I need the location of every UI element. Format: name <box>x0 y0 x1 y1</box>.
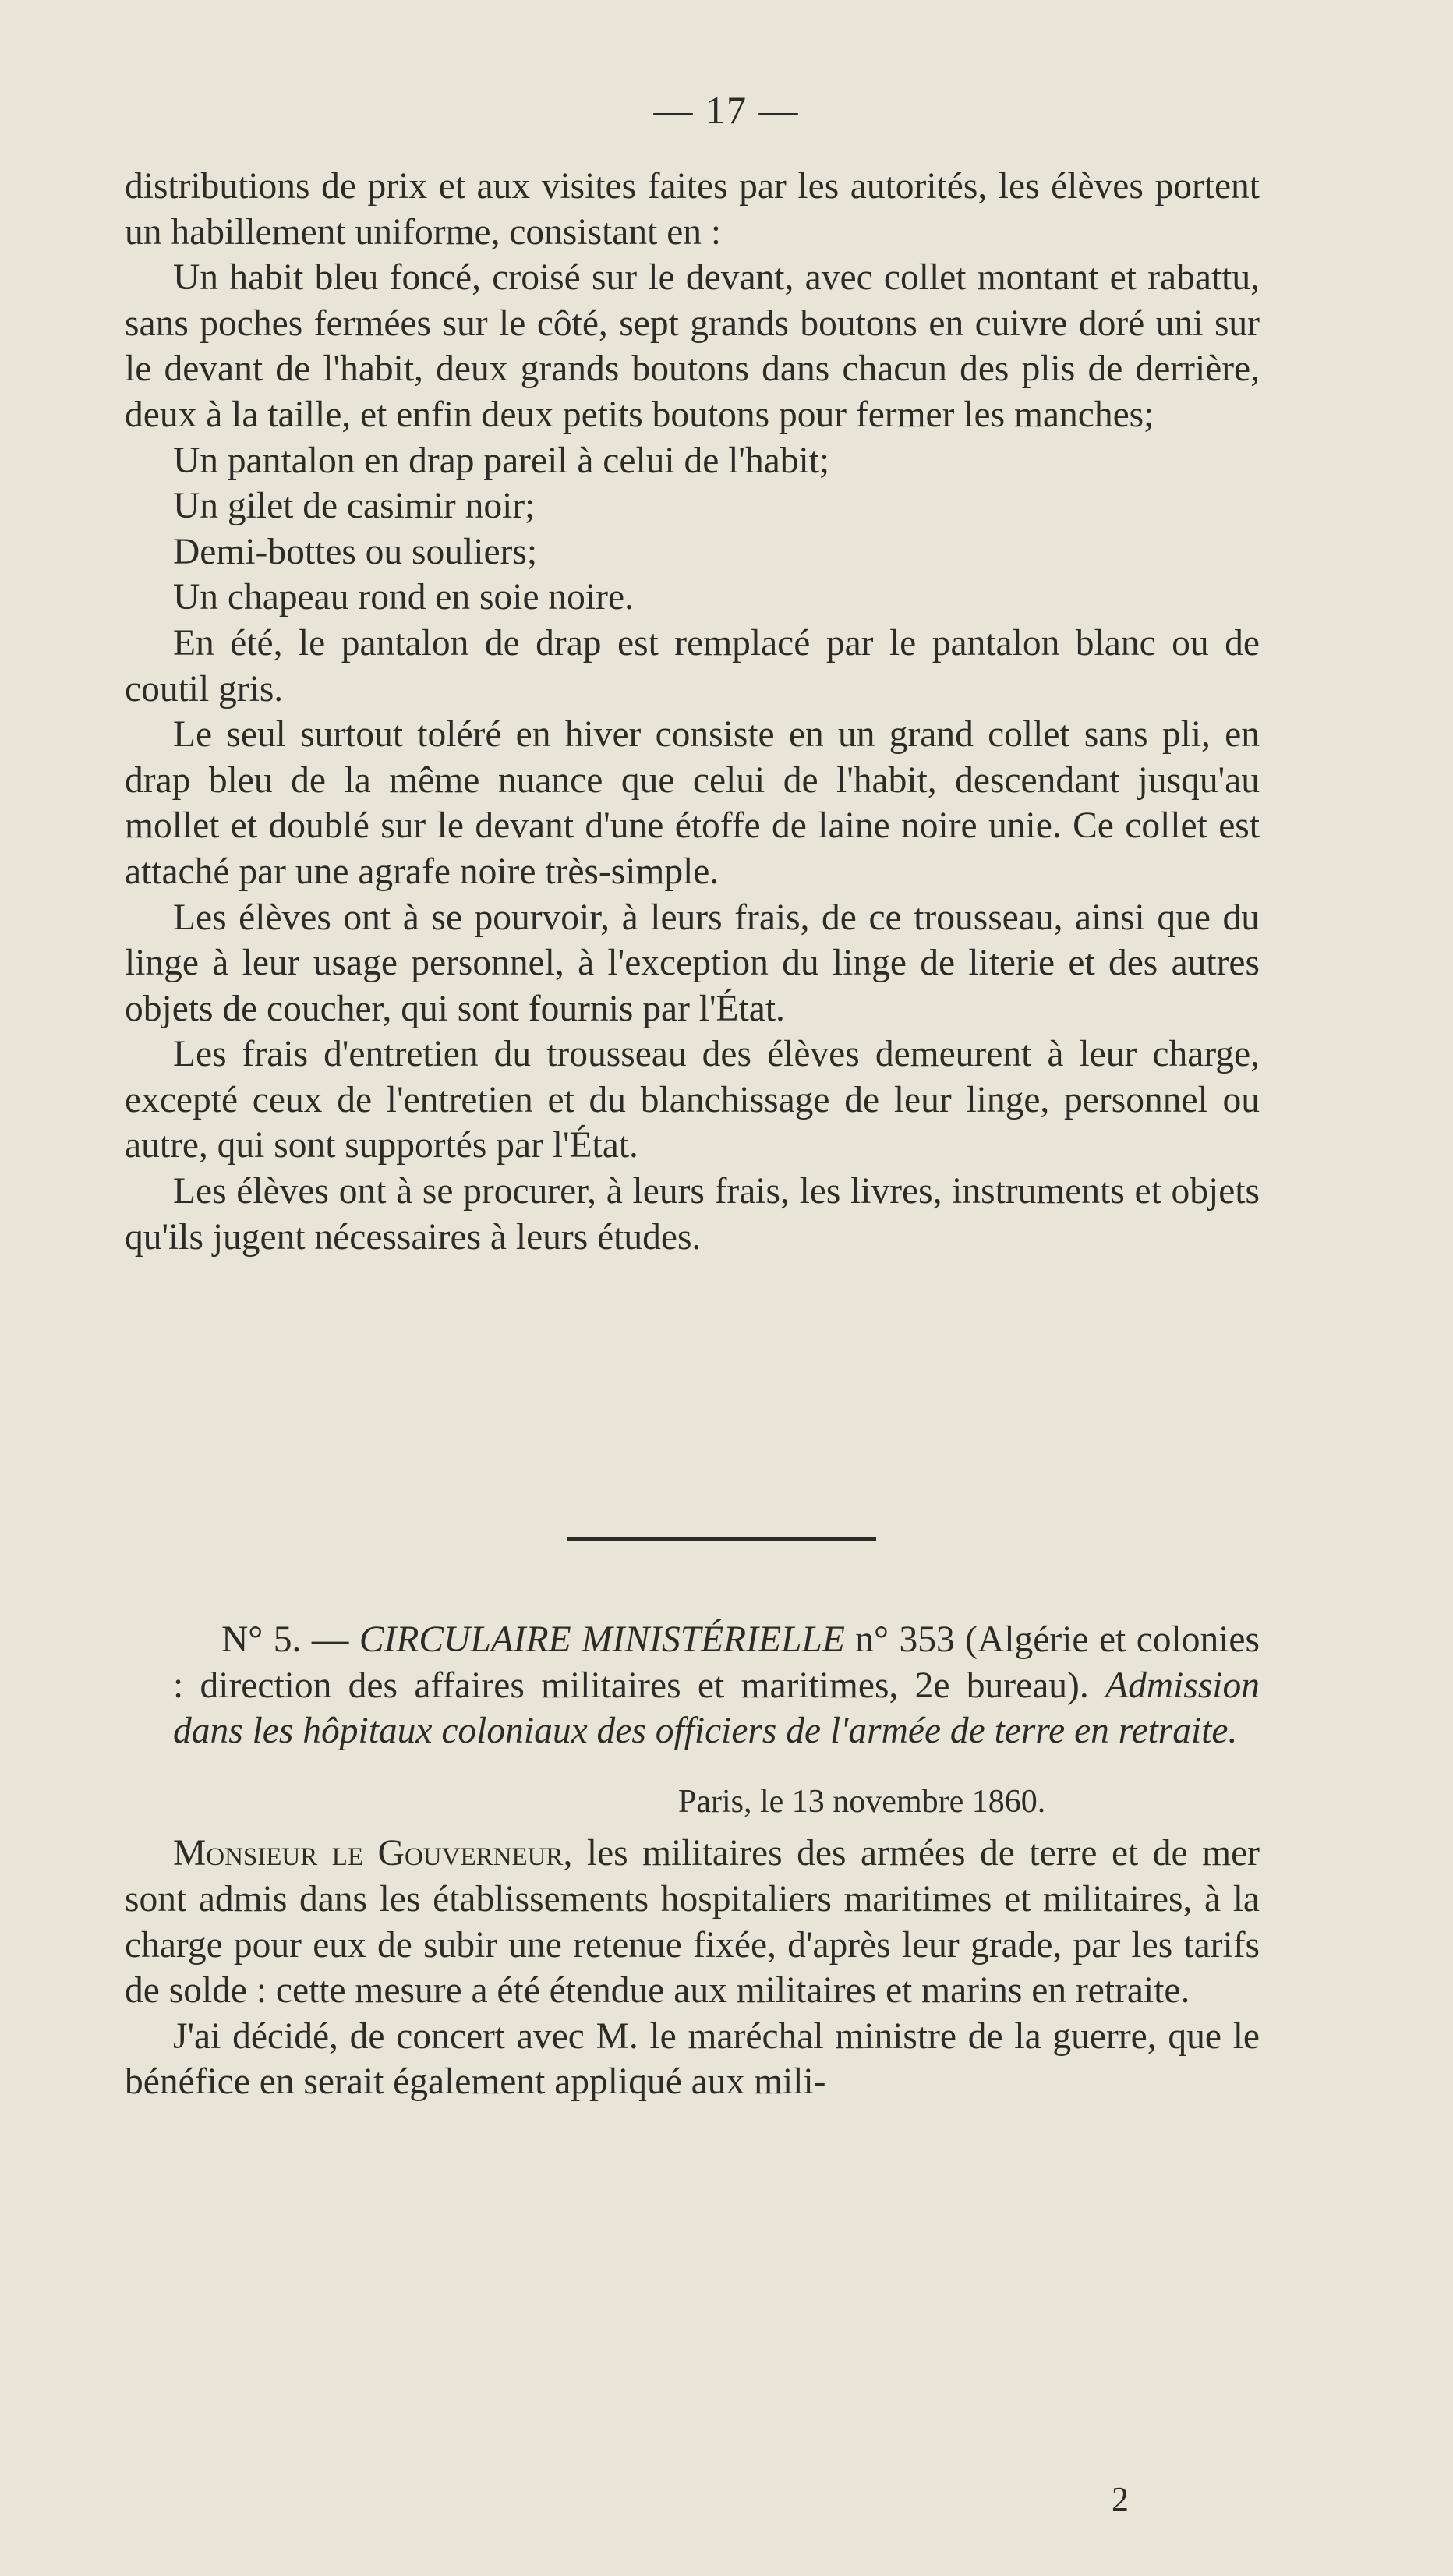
paragraph <box>125 1831 1260 2013</box>
paragraph: Le seul surtout toléré en hiver consiste en un grand collet sans pli, en drap bleu de la même nuance que celui de l'habit, descendant jusqu'au mollet et doublé sur le devant d'une étoffe de laine noire unie. Ce collet est attaché par une agrafe noire très-simple. <box>125 714 1260 892</box>
section-divider <box>567 1537 876 1541</box>
circular-heading <box>125 1617 1260 1754</box>
dateline: Paris, le 13 novembre 1860. <box>678 1783 1046 1820</box>
salutation: Monsieur le Gouverneur <box>173 1833 564 1874</box>
paragraph: Demi-bottes ou souliers; <box>173 531 538 572</box>
paragraph: Les élèves ont à se procurer, à leurs frais, les livres, instruments et objets qu'ils jugent nécessaires à leurs études. <box>125 1171 1260 1258</box>
paragraph: distributions de prix et aux visites faites par les autorités, les élèves portent un habillement uniforme, consistant en : <box>125 166 1260 253</box>
circular-number: N° 5. — <box>221 1619 359 1660</box>
paragraph: Un gilet de casimir noir; <box>173 486 536 527</box>
uniform-section <box>125 164 1260 1260</box>
circular-title: CIRCULAIRE MINISTÉRIELLE <box>359 1619 845 1660</box>
paragraph: Un pantalon en drap pareil à celui de l'habit; <box>173 440 830 481</box>
circular-section <box>125 1617 1260 2105</box>
page-number: — 17 — <box>653 88 800 132</box>
paragraph: Les élèves ont à se pourvoir, à leurs frais, de ce trousseau, ainsi que du linge à leur usage personnel, à l'exception du linge de literie et des autres objets de coucher, qui sont fournis par l'État. <box>125 897 1260 1029</box>
paragraph: J'ai décidé, de concert avec M. le maréchal ministre de la guerre, que le bénéfice en serait également appliqué aux mili- <box>125 2015 1260 2103</box>
paragraph: Les frais d'entretien du trousseau des élèves demeurent à leur charge, excepté ceux de l'entretien et du blanchissage de leur linge, personnel ou autre, qui sont supportés par l'État. <box>125 1034 1260 1166</box>
paragraph: Un habit bleu foncé, croisé sur le devant, avec collet montant et rabattu, sans poches fermées sur le côté, sept grands boutons en cuivre doré uni sur le devant de l'habit, deux grands boutons dans chacun des plis de derrière, deux à la taille, et enfin deux petits boutons pour fermer les manches; <box>125 257 1260 435</box>
paragraph-text: , les militaires des armées de terre et de mer sont admis dans les établissements hospitaliers maritimes et militaires, à la charge pour eux de subir une retenue fixée, d'après leur grade, par les tarifs de solde : cette mesure a été étendue aux militaires et marins en retraite. <box>125 1833 1260 2012</box>
signature-mark: 2 <box>1112 2480 1129 2518</box>
paragraph: En été, le pantalon de drap est remplacé par le pantalon blanc ou de coutil gris. <box>125 622 1260 709</box>
paragraph: Un chapeau rond en soie noire. <box>173 577 634 618</box>
circular-subject: Admission dans les hôpitaux coloniaux des officiers de l'armée de terre en retraite. <box>173 1665 1260 1752</box>
circular-reference: n° 353 (Algérie et colonies : direction des affaires militaires et maritimes, 2e bureau). <box>173 1619 1260 1706</box>
